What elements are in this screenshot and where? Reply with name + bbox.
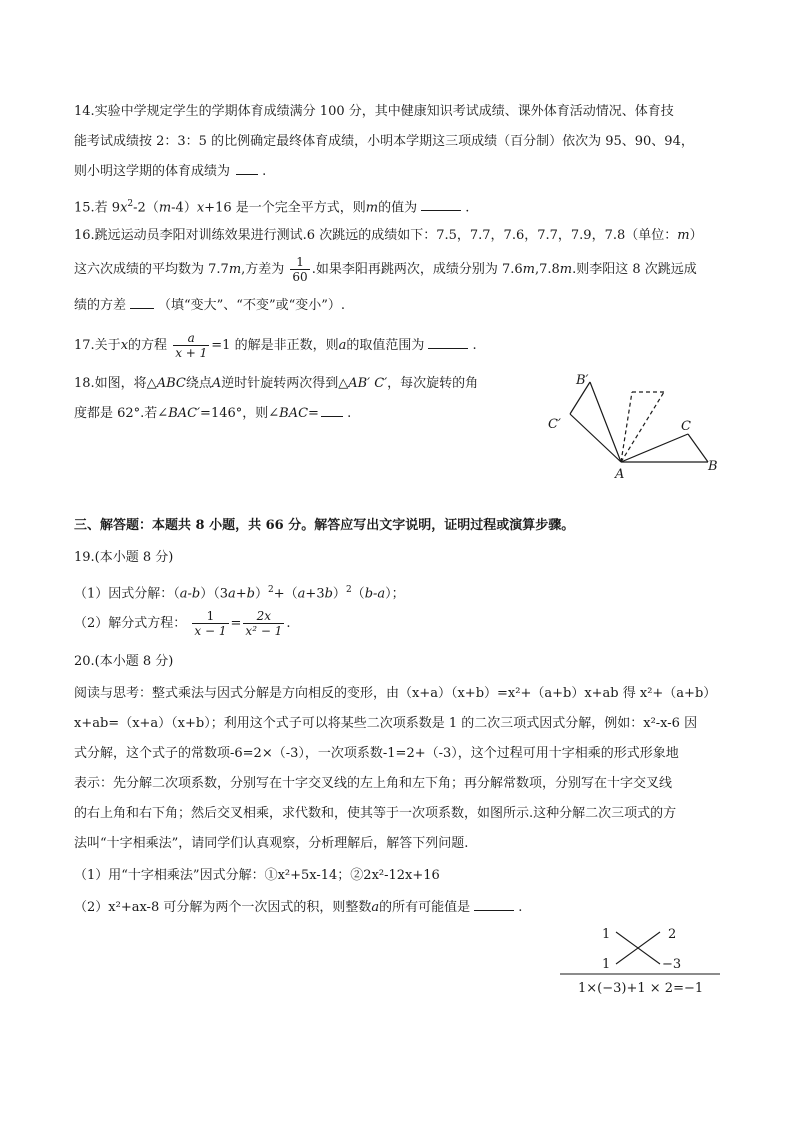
q16-text: 绩的方差 — [74, 298, 127, 313]
q20-text: （2）x²+ax-8 可分解为两个一次因式的积，则整数 — [74, 900, 372, 915]
var-m: m — [365, 200, 379, 216]
angle-bac: BAC — [279, 406, 309, 421]
answer-blank — [428, 336, 468, 349]
q16-line-3 — [74, 296, 345, 316]
q20-line-6: 法叫“十字相乘法”，请同学们认真观察，分析理解后，解答下列问题. — [74, 836, 469, 851]
answer-blank — [130, 296, 154, 309]
segment-ac — [621, 434, 688, 462]
q17-text: 的方程 — [128, 338, 168, 353]
q18-rotation-figure — [540, 372, 740, 482]
cross-multiplication-figure — [556, 922, 726, 1002]
q19-text: ）； — [385, 586, 405, 602]
answer-blank — [474, 898, 514, 911]
exponent: 2 — [268, 585, 274, 595]
q14-line-3-text: 则小明这学期的体育成绩为 — [74, 164, 231, 179]
q14-line-3: 则小明这学期的体育成绩为 . — [74, 164, 267, 179]
segment-bc — [688, 434, 708, 462]
q16-text: 这六次成绩的平均数为 7.7 — [74, 262, 229, 277]
q17-text: 的取值范围为 — [346, 338, 425, 353]
var-m: m — [158, 200, 172, 216]
q19-text: ） — [332, 586, 346, 602]
q20-line-5: 的右上角和右下角；然后交叉相乘，求代数和，使其等于一次项系数，如图所示.这种分解二次三项式的方 — [74, 806, 677, 821]
q14-line-1: 14.实验中学规定学生的学期体育成绩满分 100 分，其中健康知识考试成绩、课外体育活动情况、体育技 — [74, 104, 674, 119]
q19-text: ）（3 — [200, 586, 229, 602]
unit-m: m — [228, 262, 242, 277]
label-c: C — [681, 419, 691, 434]
expr: b — [324, 586, 333, 602]
cross-top-right: 2 — [668, 927, 677, 942]
expr: a-b — [179, 586, 201, 602]
segment-dashed-2 — [621, 392, 664, 462]
exponent: 2 — [345, 585, 352, 595]
answer-blank — [236, 162, 258, 175]
q19-text: ） — [255, 586, 269, 602]
q18-text: =146°，则∠ — [200, 406, 280, 421]
segment-ab-prime — [590, 382, 621, 462]
frac-num: a — [173, 331, 209, 346]
q19-text: （ — [351, 586, 365, 602]
q20-line-3: 式分解，这个式子的常数项-6=2×（-3），一次项系数-1=2+（-3），这个过程可用十字相乘的形式形象地 — [74, 746, 679, 761]
q19-text: （1）因式分解：（ — [74, 586, 180, 602]
q19-text: （2）解分式方程： — [74, 616, 187, 631]
var-a: a — [338, 338, 347, 353]
fraction-1-60 — [290, 255, 309, 284]
unit-m: m — [677, 228, 690, 243]
var-x: x — [120, 338, 129, 353]
q18-line-2: 度都是 62°.若∠BAC′=146°，则∠BAC= . — [74, 406, 352, 421]
segment-dashed-1 — [621, 392, 632, 462]
answer-blank — [321, 404, 343, 417]
q15-text: 的值为 — [378, 200, 418, 216]
q16-text: （填“变大”、“不变”或“变小”）. — [158, 298, 346, 313]
frac-den: x + 1 — [175, 346, 208, 360]
q18-text: 度都是 62°.若∠ — [74, 406, 169, 421]
frac-num: 2x — [243, 609, 284, 624]
q15-text: -2（ — [133, 200, 159, 216]
equals: = — [230, 616, 242, 631]
q18-text: 18.如图，将△ — [74, 376, 157, 391]
q20-part-1: （1）用“十字相乘法”因式分解：①x²+5x-14；②2x²-12x+16 — [74, 868, 440, 883]
fraction-2x-over-x2-minus-1 — [243, 609, 284, 638]
q20-line-1: 阅读与思考：整式乘法与因式分解是方向相反的变形，由（x+a）（x+b）=x²+（a+b）x+ab 得 x²+（a+b） — [74, 686, 717, 701]
q19-part-2 — [74, 606, 290, 642]
q19-text: +3 — [305, 586, 325, 602]
q15-text: 15.若 9 — [74, 200, 121, 216]
q19-text: +（ — [273, 586, 298, 602]
q20-part-2: （2）x²+ax-8 可分解为两个一次因式的积，则整数a的所有可能值是 . — [74, 900, 523, 915]
unit-m: m — [522, 262, 535, 277]
frac-num: 1 — [290, 255, 309, 270]
exponent: 2 — [127, 199, 134, 209]
q16-line-1 — [74, 226, 703, 246]
q16-text: ） — [689, 228, 703, 243]
q16-text: .则李阳这 8 次跳远成 — [572, 262, 697, 277]
label-b: B — [708, 459, 718, 474]
q15-text: -4） — [171, 200, 197, 216]
q14-line-2: 能考试成绩按 2：3：5 的比例确定最终体育成绩，小明本学期这三项成绩（百分制）依次为 95、90、94， — [74, 134, 694, 149]
q17-line: 17.关于x的方程 $\frac{a}{x + 1}$ =1 的解是非正数，则a的取值范围为 . — [74, 331, 477, 360]
segment-ac-prime — [570, 414, 621, 462]
q18-text: 逆时针旋转两次得到△ — [221, 376, 349, 391]
cross-bottom-left: 1 — [602, 957, 611, 972]
label-a: A — [615, 467, 625, 482]
cross-result: 1×(−3)+1 × 2=−1 — [578, 981, 704, 996]
q19-part-1 — [74, 580, 405, 604]
frac-den: x² − 1 — [245, 624, 283, 638]
cross-top-left: 1 — [602, 927, 611, 942]
label-b-prime: B′ — [576, 373, 589, 388]
expr: a+b — [228, 586, 255, 602]
point-a: A — [211, 376, 222, 391]
q18-text: = — [308, 406, 319, 421]
frac-den: 60 — [292, 270, 308, 284]
label-c-prime: C′ — [548, 417, 561, 432]
section-3-title: 三、解答题：本题共 8 小题，共 66 分。解答应写出文字说明，证明过程或演算步骤。 — [74, 518, 575, 533]
var-x: x — [196, 200, 205, 216]
q19-title: 19.(本小题 8 分) — [74, 550, 174, 565]
triangle-ab-prime-c-prime: AB′ C′ — [348, 376, 388, 391]
expr: a — [297, 586, 306, 602]
cross-bottom-right: −3 — [662, 957, 682, 972]
q20-title: 20.(本小题 8 分) — [74, 654, 174, 669]
var-x: x — [120, 200, 128, 216]
q15-line: 15.若 $9x^2-2(m-4)x+16$ 是一个完全平方式，则m的值为 . — [74, 199, 470, 216]
unit-m: m — [559, 262, 573, 277]
q20-text: 的所有可能值是 — [379, 900, 471, 915]
q18-text: 绕点 — [185, 376, 212, 391]
q17-text: 17.关于 — [74, 338, 121, 353]
period: . — [286, 616, 291, 631]
q15-text: +16 是一个完全平方式，则 — [204, 200, 366, 216]
q16-text: ,7.8 — [534, 262, 560, 277]
expr: b-a — [364, 586, 386, 602]
frac-den: x − 1 — [194, 624, 227, 638]
fraction-1-over-x-minus-1 — [192, 609, 228, 638]
q20-line-4: 表示：先分解二次项系数，分别写在十字交叉线的左上角和左下角；再分解常数项，分别写在十字交叉线 — [74, 776, 673, 791]
fraction-a-over-x-plus-1 — [173, 331, 209, 360]
q17-text: =1 的解是非正数，则 — [211, 338, 339, 353]
triangle-abc: ABC — [156, 376, 186, 391]
q16-text: .如果李阳再跳两次，成绩分别为 7.6 — [311, 262, 523, 277]
angle-bac-prime: BAC′ — [168, 406, 201, 421]
q20-line-2: x+ab=（x+a）（x+b）；利用这个式子可以将某些二次项系数是 1 的二次三项式因式分解，例如：x²-x-6 因 — [74, 716, 698, 731]
frac-num: 1 — [192, 609, 228, 624]
answer-blank — [421, 198, 461, 211]
q16-line-2 — [74, 252, 697, 288]
q16-text: 16.跳远运动员李阳对训练效果进行测试.6 次跳远的成绩如下：7.5，7.7，7.6，7.7，7.9，7.8（单位： — [74, 228, 678, 243]
q18-line-1 — [74, 374, 478, 394]
q18-text: ，每次旋转的角 — [387, 376, 479, 391]
var-a: a — [371, 900, 380, 915]
q16-text: ,方差为 — [241, 262, 285, 277]
